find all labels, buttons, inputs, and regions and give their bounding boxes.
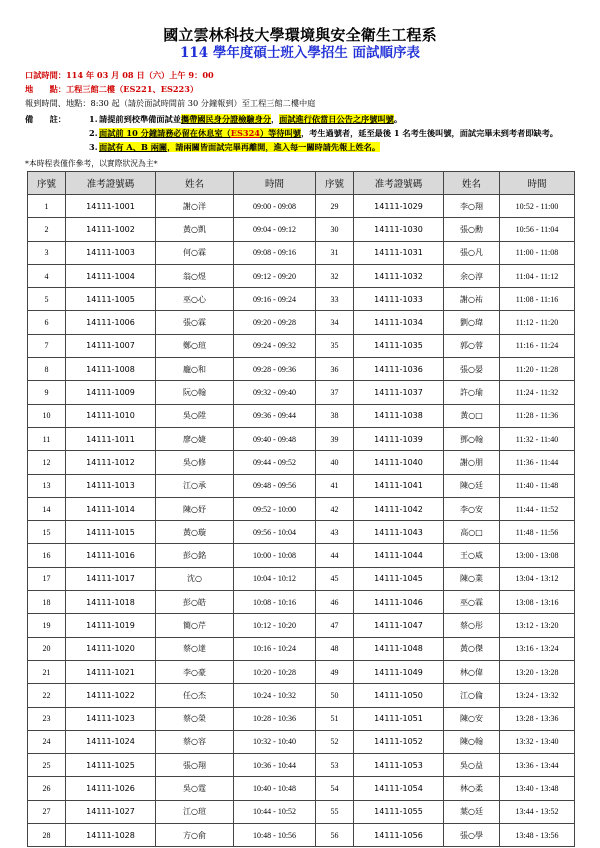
cell-time: 10:36 - 10:44 (234, 754, 316, 777)
cell-exam-id: 14111-1040 (354, 451, 444, 474)
cell-exam-id: 14111-1013 (66, 474, 156, 497)
cell-name: 蔡○達 (156, 637, 234, 660)
note-text: 請提前到校準備面試並 (99, 114, 181, 124)
note-text: ，考生過號者，延至最後 1 名考生後叫號，面試完畢未到考者即缺考。 (300, 128, 558, 138)
cell-exam-id: 14111-1011 (66, 427, 156, 450)
cell-time: 13:20 - 13:28 (500, 660, 575, 683)
cell-time: 09:32 - 09:40 (234, 381, 316, 404)
cell-name: 鄭○瑄 (156, 334, 234, 357)
table-row (28, 264, 575, 287)
cell-time: 11:08 - 11:16 (500, 288, 575, 311)
cell-time: 09:08 - 09:16 (234, 241, 316, 264)
header-time: 時間 (500, 172, 575, 195)
note-text: ， (270, 114, 280, 124)
cell-seq: 22 (28, 684, 66, 707)
cell-exam-id: 14111-1029 (354, 195, 444, 218)
cell-time: 09:28 - 09:36 (234, 358, 316, 381)
cell-exam-id: 14111-1014 (66, 497, 156, 520)
cell-seq: 6 (28, 311, 66, 334)
cell-exam-id: 14111-1002 (66, 218, 156, 241)
cell-time: 13:44 - 13:52 (500, 800, 575, 823)
cell-seq: 37 (316, 381, 354, 404)
cell-seq: 35 (316, 334, 354, 357)
cell-name: 葉○廷 (444, 800, 500, 823)
cell-seq: 27 (28, 800, 66, 823)
cell-name: 張○勳 (444, 218, 500, 241)
cell-time: 10:44 - 10:52 (234, 800, 316, 823)
table-row (28, 684, 575, 707)
cell-exam-id: 14111-1015 (66, 521, 156, 544)
cell-name: 余○淳 (444, 264, 500, 287)
cell-name: 何○霖 (156, 241, 234, 264)
note-number: 3. (89, 142, 98, 152)
cell-exam-id: 14111-1030 (354, 218, 444, 241)
cell-name: 黃○傑 (444, 637, 500, 660)
cell-seq: 13 (28, 474, 66, 497)
cell-seq: 16 (28, 544, 66, 567)
cell-name: 高○□ (444, 521, 500, 544)
cell-seq: 4 (28, 264, 66, 287)
cell-time: 09:12 - 09:20 (234, 264, 316, 287)
cell-exam-id: 14111-1044 (354, 544, 444, 567)
cell-exam-id: 14111-1008 (66, 358, 156, 381)
cell-name: 阮○翰 (156, 381, 234, 404)
cell-name: 蔡○榮 (156, 707, 234, 730)
note-highlight: ，請兩關皆面試完畢再離開 (167, 142, 266, 152)
cell-time: 13:04 - 13:12 (500, 567, 575, 590)
cell-seq: 17 (28, 567, 66, 590)
cell-time: 13:08 - 13:16 (500, 591, 575, 614)
cell-name: 王○威 (444, 544, 500, 567)
cell-time: 10:28 - 10:36 (234, 707, 316, 730)
table-row (28, 195, 575, 218)
cell-seq: 32 (316, 264, 354, 287)
cell-name: 張○霖 (156, 311, 234, 334)
cell-name: 劉○瑋 (444, 311, 500, 334)
cell-exam-id: 14111-1012 (66, 451, 156, 474)
cell-time: 11:28 - 11:36 (500, 404, 575, 427)
document-subtitle: 114 學年度碩士班入學招生 面試順序表 (179, 45, 421, 61)
cell-name: 吳○霆 (156, 777, 234, 800)
exam-time-value: 114 年 03 月 08 日（六）上午 9：00 (65, 70, 214, 80)
cell-time: 09:24 - 09:32 (234, 334, 316, 357)
header-name: 姓名 (444, 172, 500, 195)
note-item-2 (25, 126, 558, 140)
cell-seq: 40 (316, 451, 354, 474)
cell-name: 吳○修 (156, 451, 234, 474)
cell-exam-id: 14111-1025 (66, 754, 156, 777)
cell-exam-id: 14111-1054 (354, 777, 444, 800)
cell-exam-id: 14111-1032 (354, 264, 444, 287)
header-exam-id: 准考證號碼 (66, 172, 156, 195)
table-row (28, 521, 575, 544)
table-row (28, 567, 575, 590)
cell-name: 謝○朋 (444, 451, 500, 474)
cell-name: 林○偉 (444, 660, 500, 683)
cell-time: 10:32 - 10:40 (234, 730, 316, 753)
cell-time: 11:40 - 11:48 (500, 474, 575, 497)
cell-seq: 34 (316, 311, 354, 334)
cell-seq: 33 (316, 288, 354, 311)
cell-seq: 9 (28, 381, 66, 404)
cell-seq: 3 (28, 241, 66, 264)
cell-seq: 15 (28, 521, 66, 544)
cell-seq: 5 (28, 288, 66, 311)
cell-time: 09:48 - 09:56 (234, 474, 316, 497)
cell-name: 謝○洋 (156, 195, 234, 218)
cell-exam-id: 14111-1021 (66, 660, 156, 683)
cell-exam-id: 14111-1045 (354, 567, 444, 590)
cell-time: 10:56 - 11:04 (500, 218, 575, 241)
cell-seq: 26 (28, 777, 66, 800)
table-row (28, 427, 575, 450)
table-row (28, 660, 575, 683)
cell-seq: 30 (316, 218, 354, 241)
cell-seq: 25 (28, 754, 66, 777)
cell-seq: 43 (316, 521, 354, 544)
cell-exam-id: 14111-1031 (354, 241, 444, 264)
cell-seq: 18 (28, 591, 66, 614)
header-name: 姓名 (156, 172, 234, 195)
cell-time: 10:08 - 10:16 (234, 591, 316, 614)
note-highlight: 攜帶國民身分證檢驗身分 (180, 114, 271, 124)
cell-time: 11:04 - 11:12 (500, 264, 575, 287)
table-row (28, 800, 575, 823)
table-row (28, 404, 575, 427)
cell-seq: 20 (28, 637, 66, 660)
cell-exam-id: 14111-1041 (354, 474, 444, 497)
cell-name: 陳○業 (444, 567, 500, 590)
cell-time: 10:48 - 10:56 (234, 824, 316, 847)
cell-time: 13:12 - 13:20 (500, 614, 575, 637)
cell-seq: 10 (28, 404, 66, 427)
exam-time-label: 口試時間： (25, 70, 66, 80)
cell-name: 陳○翰 (444, 730, 500, 753)
cell-name: 沈○ (156, 567, 234, 590)
cell-seq: 7 (28, 334, 66, 357)
report-line: 報到時間、地點：8:30 起（請於面試時間前 30 分鐘報到）至工程三館二樓中庭 (25, 98, 316, 108)
exam-time-line (25, 70, 214, 81)
cell-exam-id: 14111-1028 (66, 824, 156, 847)
cell-time: 10:20 - 10:28 (234, 660, 316, 683)
cell-name: 蔡○容 (156, 730, 234, 753)
cell-name: 陳○妤 (156, 497, 234, 520)
cell-name: 李○翔 (444, 195, 500, 218)
cell-name: 廖○婕 (156, 427, 234, 450)
cell-time: 10:00 - 10:08 (234, 544, 316, 567)
cell-name: 鄧○翰 (444, 427, 500, 450)
cell-name: 簡○芹 (156, 614, 234, 637)
cell-name: 陳○安 (444, 707, 500, 730)
note-number: 2. (89, 128, 98, 138)
table-row (28, 241, 575, 264)
cell-name: 謝○祐 (444, 288, 500, 311)
cell-name: 許○瑜 (444, 381, 500, 404)
cell-name: 張○凡 (444, 241, 500, 264)
table-row (28, 474, 575, 497)
cell-exam-id: 14111-1019 (66, 614, 156, 637)
cell-time: 09:20 - 09:28 (234, 311, 316, 334)
cell-time: 13:24 - 13:32 (500, 684, 575, 707)
cell-exam-id: 14111-1049 (354, 660, 444, 683)
cell-seq: 49 (316, 660, 354, 683)
cell-seq: 29 (316, 195, 354, 218)
cell-seq: 24 (28, 730, 66, 753)
cell-name: 張○學 (444, 824, 500, 847)
reference-note: *本時程表僅作參考，以實際狀況為主* (25, 159, 158, 168)
cell-time: 11:20 - 11:28 (500, 358, 575, 381)
cell-exam-id: 14111-1005 (66, 288, 156, 311)
cell-exam-id: 14111-1042 (354, 497, 444, 520)
cell-seq: 14 (28, 497, 66, 520)
cell-name: 蔡○彤 (444, 614, 500, 637)
cell-exam-id: 14111-1007 (66, 334, 156, 357)
cell-exam-id: 14111-1043 (354, 521, 444, 544)
cell-time: 11:36 - 11:44 (500, 451, 575, 474)
note-highlight: ，進入每一關時請先報上姓名。 (265, 142, 381, 152)
cell-name: 黃○璇 (156, 521, 234, 544)
cell-name: 龐○和 (156, 358, 234, 381)
cell-exam-id: 14111-1056 (354, 824, 444, 847)
cell-seq: 53 (316, 754, 354, 777)
cell-seq: 31 (316, 241, 354, 264)
cell-exam-id: 14111-1033 (354, 288, 444, 311)
cell-exam-id: 14111-1004 (66, 264, 156, 287)
cell-name: 張○晏 (444, 358, 500, 381)
cell-exam-id: 14111-1010 (66, 404, 156, 427)
notes-label: 備 註： (25, 114, 66, 124)
cell-seq: 45 (316, 567, 354, 590)
cell-time: 10:12 - 10:20 (234, 614, 316, 637)
table-row (28, 591, 575, 614)
cell-exam-id: 14111-1026 (66, 777, 156, 800)
cell-exam-id: 14111-1047 (354, 614, 444, 637)
cell-exam-id: 14111-1009 (66, 381, 156, 404)
cell-seq: 36 (316, 358, 354, 381)
cell-seq: 21 (28, 660, 66, 683)
cell-seq: 8 (28, 358, 66, 381)
note-room-highlight: ES324 (230, 128, 260, 138)
cell-exam-id: 14111-1023 (66, 707, 156, 730)
cell-seq: 55 (316, 800, 354, 823)
cell-time: 09:52 - 10:00 (234, 497, 316, 520)
cell-name: 方○俞 (156, 824, 234, 847)
cell-time: 11:44 - 11:52 (500, 497, 575, 520)
note-highlight: 面試進行依當日公告之序號叫號 (279, 114, 394, 124)
cell-time: 11:32 - 11:40 (500, 427, 575, 450)
note-text: 。 (393, 114, 403, 124)
cell-name: 張○翔 (156, 754, 234, 777)
cell-name: 黃○凱 (156, 218, 234, 241)
table-row (28, 754, 575, 777)
cell-exam-id: 14111-1038 (354, 404, 444, 427)
cell-exam-id: 14111-1006 (66, 311, 156, 334)
table-row (28, 824, 575, 847)
table-row (28, 311, 575, 334)
cell-time: 13:16 - 13:24 (500, 637, 575, 660)
cell-seq: 12 (28, 451, 66, 474)
cell-name: 黃○□ (444, 404, 500, 427)
cell-time: 11:16 - 11:24 (500, 334, 575, 357)
cell-name: 巫○霖 (444, 591, 500, 614)
cell-name: 吳○益 (444, 754, 500, 777)
cell-time: 13:36 - 13:44 (500, 754, 575, 777)
cell-exam-id: 14111-1001 (66, 195, 156, 218)
header-time: 時間 (234, 172, 316, 195)
cell-seq: 46 (316, 591, 354, 614)
cell-time: 09:40 - 09:48 (234, 427, 316, 450)
interview-schedule-table (27, 171, 575, 847)
table-row (28, 288, 575, 311)
cell-seq: 51 (316, 707, 354, 730)
cell-time: 10:52 - 11:00 (500, 195, 575, 218)
cell-time: 10:24 - 10:32 (234, 684, 316, 707)
exam-place-label: 地 點： (25, 84, 66, 94)
cell-seq: 28 (28, 824, 66, 847)
table-body (28, 195, 575, 847)
cell-exam-id: 14111-1053 (354, 754, 444, 777)
table-row (28, 451, 575, 474)
cell-exam-id: 14111-1034 (354, 311, 444, 334)
cell-time: 11:00 - 11:08 (500, 241, 575, 264)
exam-place-line (25, 84, 198, 95)
note-item-1 (25, 112, 558, 126)
cell-time: 09:36 - 09:44 (234, 404, 316, 427)
cell-seq: 48 (316, 637, 354, 660)
cell-name: 彭○皓 (156, 591, 234, 614)
note-number: 1. (89, 114, 98, 124)
table-row (28, 358, 575, 381)
cell-seq: 47 (316, 614, 354, 637)
table-row (28, 334, 575, 357)
cell-name: 郭○蓉 (444, 334, 500, 357)
header-seq: 序號 (316, 172, 354, 195)
cell-time: 10:04 - 10:12 (234, 567, 316, 590)
cell-time: 13:48 - 13:56 (500, 824, 575, 847)
cell-seq: 52 (316, 730, 354, 753)
cell-seq: 39 (316, 427, 354, 450)
cell-seq: 42 (316, 497, 354, 520)
note-highlight: ）等待叫號 (259, 128, 301, 138)
cell-exam-id: 14111-1022 (66, 684, 156, 707)
exam-place-value: 工程三館二樓（ES221、ES223） (65, 84, 199, 94)
cell-exam-id: 14111-1050 (354, 684, 444, 707)
note-item-3 (25, 140, 558, 154)
cell-exam-id: 14111-1048 (354, 637, 444, 660)
cell-seq: 23 (28, 707, 66, 730)
cell-time: 13:28 - 13:36 (500, 707, 575, 730)
cell-name: 吳○陞 (156, 404, 234, 427)
cell-name: 翁○煜 (156, 264, 234, 287)
cell-time: 09:16 - 09:24 (234, 288, 316, 311)
cell-exam-id: 14111-1018 (66, 591, 156, 614)
cell-time: 13:32 - 13:40 (500, 730, 575, 753)
cell-name: 任○杰 (156, 684, 234, 707)
table-row (28, 381, 575, 404)
cell-time: 09:56 - 10:04 (234, 521, 316, 544)
cell-exam-id: 14111-1036 (354, 358, 444, 381)
cell-exam-id: 14111-1051 (354, 707, 444, 730)
cell-name: 李○豪 (156, 660, 234, 683)
cell-time: 09:04 - 09:12 (234, 218, 316, 241)
table-row (28, 497, 575, 520)
cell-time: 13:40 - 13:48 (500, 777, 575, 800)
table-row (28, 730, 575, 753)
cell-name: 李○安 (444, 497, 500, 520)
cell-exam-id: 14111-1016 (66, 544, 156, 567)
cell-seq: 38 (316, 404, 354, 427)
cell-time: 09:44 - 09:52 (234, 451, 316, 474)
cell-exam-id: 14111-1055 (354, 800, 444, 823)
cell-name: 陳○廷 (444, 474, 500, 497)
table-row (28, 707, 575, 730)
cell-name: 彭○銘 (156, 544, 234, 567)
cell-name: 江○倫 (444, 684, 500, 707)
cell-exam-id: 14111-1024 (66, 730, 156, 753)
cell-seq: 41 (316, 474, 354, 497)
table-row (28, 614, 575, 637)
cell-time: 13:00 - 13:08 (500, 544, 575, 567)
cell-exam-id: 14111-1037 (354, 381, 444, 404)
cell-time: 10:16 - 10:24 (234, 637, 316, 660)
cell-name: 巫○心 (156, 288, 234, 311)
cell-exam-id: 14111-1039 (354, 427, 444, 450)
cell-seq: 11 (28, 427, 66, 450)
cell-exam-id: 14111-1046 (354, 591, 444, 614)
cell-seq: 54 (316, 777, 354, 800)
cell-exam-id: 14111-1017 (66, 567, 156, 590)
document-title: 國立雲林科技大學環境與安全衛生工程系 (163, 26, 437, 44)
header-exam-id: 准考證號碼 (354, 172, 444, 195)
cell-seq: 56 (316, 824, 354, 847)
table-header-row (28, 172, 575, 195)
table-row (28, 218, 575, 241)
cell-seq: 19 (28, 614, 66, 637)
cell-exam-id: 14111-1020 (66, 637, 156, 660)
cell-time: 10:40 - 10:48 (234, 777, 316, 800)
table-row (28, 637, 575, 660)
cell-time: 11:48 - 11:56 (500, 521, 575, 544)
cell-exam-id: 14111-1035 (354, 334, 444, 357)
cell-time: 09:00 - 09:08 (234, 195, 316, 218)
cell-time: 11:24 - 11:32 (500, 381, 575, 404)
cell-seq: 44 (316, 544, 354, 567)
cell-time: 11:12 - 11:20 (500, 311, 575, 334)
header-seq: 序號 (28, 172, 66, 195)
table-row (28, 544, 575, 567)
cell-seq: 2 (28, 218, 66, 241)
table-row (28, 777, 575, 800)
note-highlight: 面試前 10 分鐘請務必留在休息室（ (99, 128, 231, 138)
cell-exam-id: 14111-1052 (354, 730, 444, 753)
note-highlight: 面試有 A、B 兩關 (99, 142, 168, 152)
cell-exam-id: 14111-1003 (66, 241, 156, 264)
cell-name: 江○瑄 (156, 800, 234, 823)
notes-section (25, 112, 558, 154)
cell-seq: 50 (316, 684, 354, 707)
cell-name: 江○承 (156, 474, 234, 497)
cell-exam-id: 14111-1027 (66, 800, 156, 823)
cell-seq: 1 (28, 195, 66, 218)
cell-name: 林○柔 (444, 777, 500, 800)
